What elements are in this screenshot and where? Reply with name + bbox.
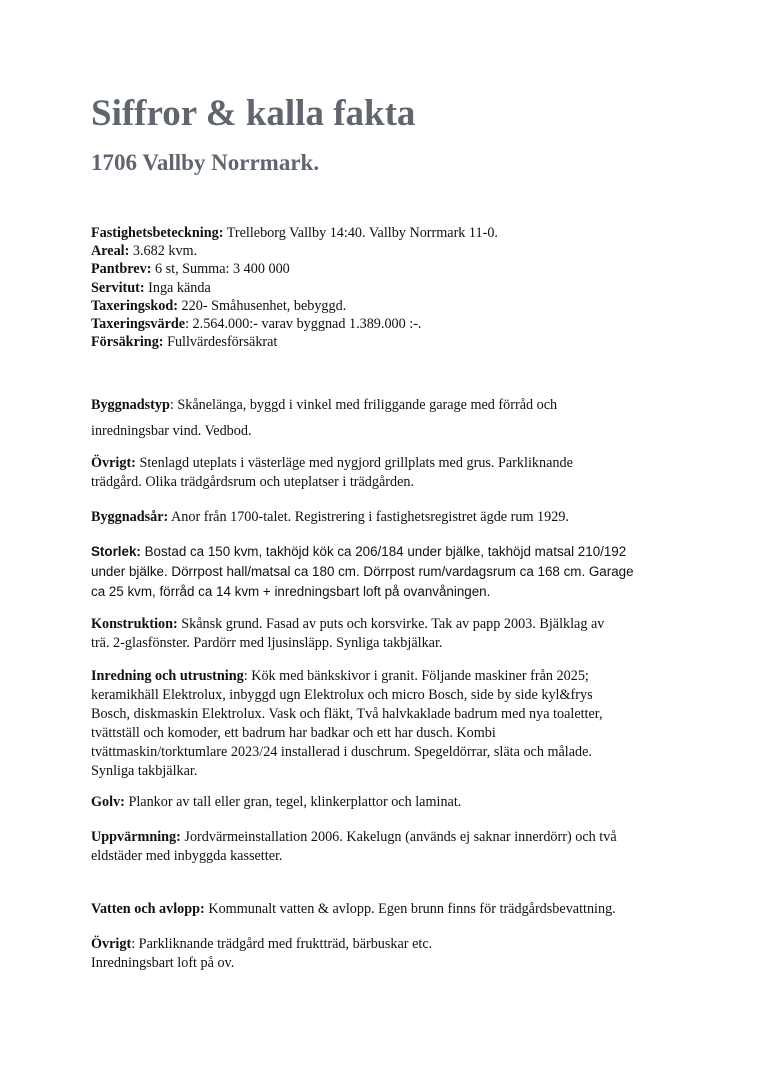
section-line bbox=[91, 392, 671, 418]
fact-value: Fullvärdesförsäkrat bbox=[163, 334, 278, 351]
section-text: : Kök med bänkskivor i granit. Följande maskiner från 2025; bbox=[243, 668, 589, 684]
fact-value: : 2.564.000:- varav byggnad 1.389.000 :-. bbox=[185, 316, 422, 333]
section-line bbox=[91, 615, 671, 634]
section-line bbox=[91, 454, 671, 473]
fact-row bbox=[91, 260, 691, 278]
section-text: Anor från 1700-talet. Registrering i fastighetsregistret ägde rum 1929. bbox=[168, 509, 569, 525]
section-label: Byggnadstyp bbox=[91, 397, 170, 413]
section-ovrigt-2 bbox=[91, 935, 671, 973]
section-golv bbox=[91, 793, 671, 812]
fact-label: Servitut: bbox=[91, 279, 145, 296]
section-line bbox=[91, 935, 671, 954]
section-text: Stenlagd uteplats i västerläge med nygjord grillplats med grus. Parkliknande bbox=[135, 455, 573, 471]
section-vatten bbox=[91, 900, 671, 919]
fact-label: Fastighetsbeteckning: bbox=[91, 225, 224, 241]
fact-value: 220- Småhusenhet, bebyggd. bbox=[178, 297, 347, 314]
fact-row bbox=[91, 315, 691, 333]
section-text: trä. 2-glasfönster. Pardörr med ljusinsläpp. Synliga takbjälkar. bbox=[91, 635, 443, 651]
section-label: Vatten och avlopp: bbox=[91, 901, 205, 917]
section-line bbox=[91, 667, 671, 686]
section-text: trädgård. Olika trädgårdsrum och uteplatser i trädgården. bbox=[91, 474, 415, 490]
section-text: Kommunalt vatten & avlopp. Egen brunn finns för trädgårdsbevattning. bbox=[204, 901, 616, 917]
section-text: : Parkliknande trädgård med fruktträd, bärbuskar etc. bbox=[131, 936, 433, 952]
section-text: Plankor av tall eller gran, tegel, klinkerplattor och laminat. bbox=[124, 794, 462, 810]
fact-label: Taxeringskod: bbox=[91, 297, 178, 314]
facts-list bbox=[91, 224, 691, 351]
section-storlek bbox=[91, 542, 676, 602]
section-text: Inredningsbart loft på ov. bbox=[91, 955, 235, 971]
fact-row bbox=[91, 242, 691, 260]
section-label: Golv: bbox=[91, 794, 125, 810]
section-text: Synliga takbjälkar. bbox=[91, 763, 198, 779]
section-line bbox=[91, 793, 671, 812]
section-label: Övrigt: bbox=[91, 455, 136, 471]
section-konstruktion bbox=[91, 615, 671, 653]
section-text: under bjälke. Dörrpost hall/matsal ca 180 cm. Dörrpost rum/vardagsrum ca 168 cm. Garage bbox=[91, 564, 634, 579]
section-text: : Skånelänga, byggd i vinkel med friliggande garage med förråd och bbox=[169, 397, 558, 413]
section-label: Inredning och utrustning bbox=[91, 668, 244, 684]
fact-label: Areal: bbox=[91, 243, 130, 260]
section-label: Byggnadsår: bbox=[91, 509, 169, 525]
section-byggnadsar bbox=[91, 508, 671, 527]
section-line bbox=[91, 508, 671, 527]
section-uppvarmning bbox=[91, 828, 671, 866]
fact-row bbox=[91, 333, 691, 351]
section-line bbox=[91, 900, 671, 919]
fact-row bbox=[91, 279, 691, 297]
section-text: eldstäder med inbyggda kassetter. bbox=[91, 848, 283, 864]
section-ovrigt bbox=[91, 454, 671, 492]
section-text: Skånsk grund. Fasad av puts och korsvirke. Tak av papp 2003. Bjälklag av bbox=[177, 616, 605, 632]
page-subtitle: 1706 Vallby Norrmark. bbox=[91, 150, 320, 175]
fact-label: Pantbrev: bbox=[91, 261, 152, 278]
section-text: keramikhäll Elektrolux, inbyggd ugn Elektrolux och micro Bosch, side by side kyl&frys bbox=[91, 687, 593, 703]
section-text: ca 25 kvm, förråd ca 14 kvm + inredningsbart loft på ovanvåningen. bbox=[91, 584, 491, 599]
section-text: tvättmaskin/torktumlare 2023/24 installerad i duschrum. Spegeldörrar, släta och målade. bbox=[91, 744, 592, 760]
section-line bbox=[91, 542, 676, 562]
section-label: Storlek: bbox=[91, 544, 141, 559]
section-text: inredningsbar vind. Vedbod. bbox=[91, 423, 252, 439]
fact-value: 3.682 kvm. bbox=[129, 243, 198, 260]
section-text: Bosch, diskmaskin Elektrolux. Vask och fläkt, Två halvkaklade badrum med nya toaletter, bbox=[91, 706, 603, 722]
section-line bbox=[91, 828, 671, 847]
page-title: Siffror & kalla fakta bbox=[91, 93, 416, 134]
section-label: Uppvärmning: bbox=[91, 829, 181, 845]
section-text: tvättställ och komoder, ett badrum har badkar och ett har dusch. Kombi bbox=[91, 725, 496, 741]
section-byggnadstyp bbox=[91, 392, 671, 444]
fact-label: Taxeringsvärde bbox=[91, 316, 186, 333]
fact-value: Inga kända bbox=[144, 279, 211, 296]
fact-value: 6 st, Summa: 3 400 000 bbox=[151, 261, 290, 278]
section-text: Jordvärmeinstallation 2006. Kakelugn (används ej saknar innerdörr) och två bbox=[180, 829, 617, 845]
fact-row bbox=[91, 297, 691, 315]
section-label: Konstruktion: bbox=[91, 616, 178, 632]
fact-row bbox=[91, 224, 691, 242]
fact-label: Försäkring: bbox=[91, 334, 164, 351]
section-inredning bbox=[91, 667, 671, 781]
section-label: Övrigt bbox=[91, 936, 132, 952]
section-text: Bostad ca 150 kvm, takhöjd kök ca 206/184 under bjälke, takhöjd matsal 210/192 bbox=[140, 544, 627, 559]
fact-value: Trelleborg Vallby 14:40. Vallby Norrmark 11-0. bbox=[223, 225, 498, 241]
